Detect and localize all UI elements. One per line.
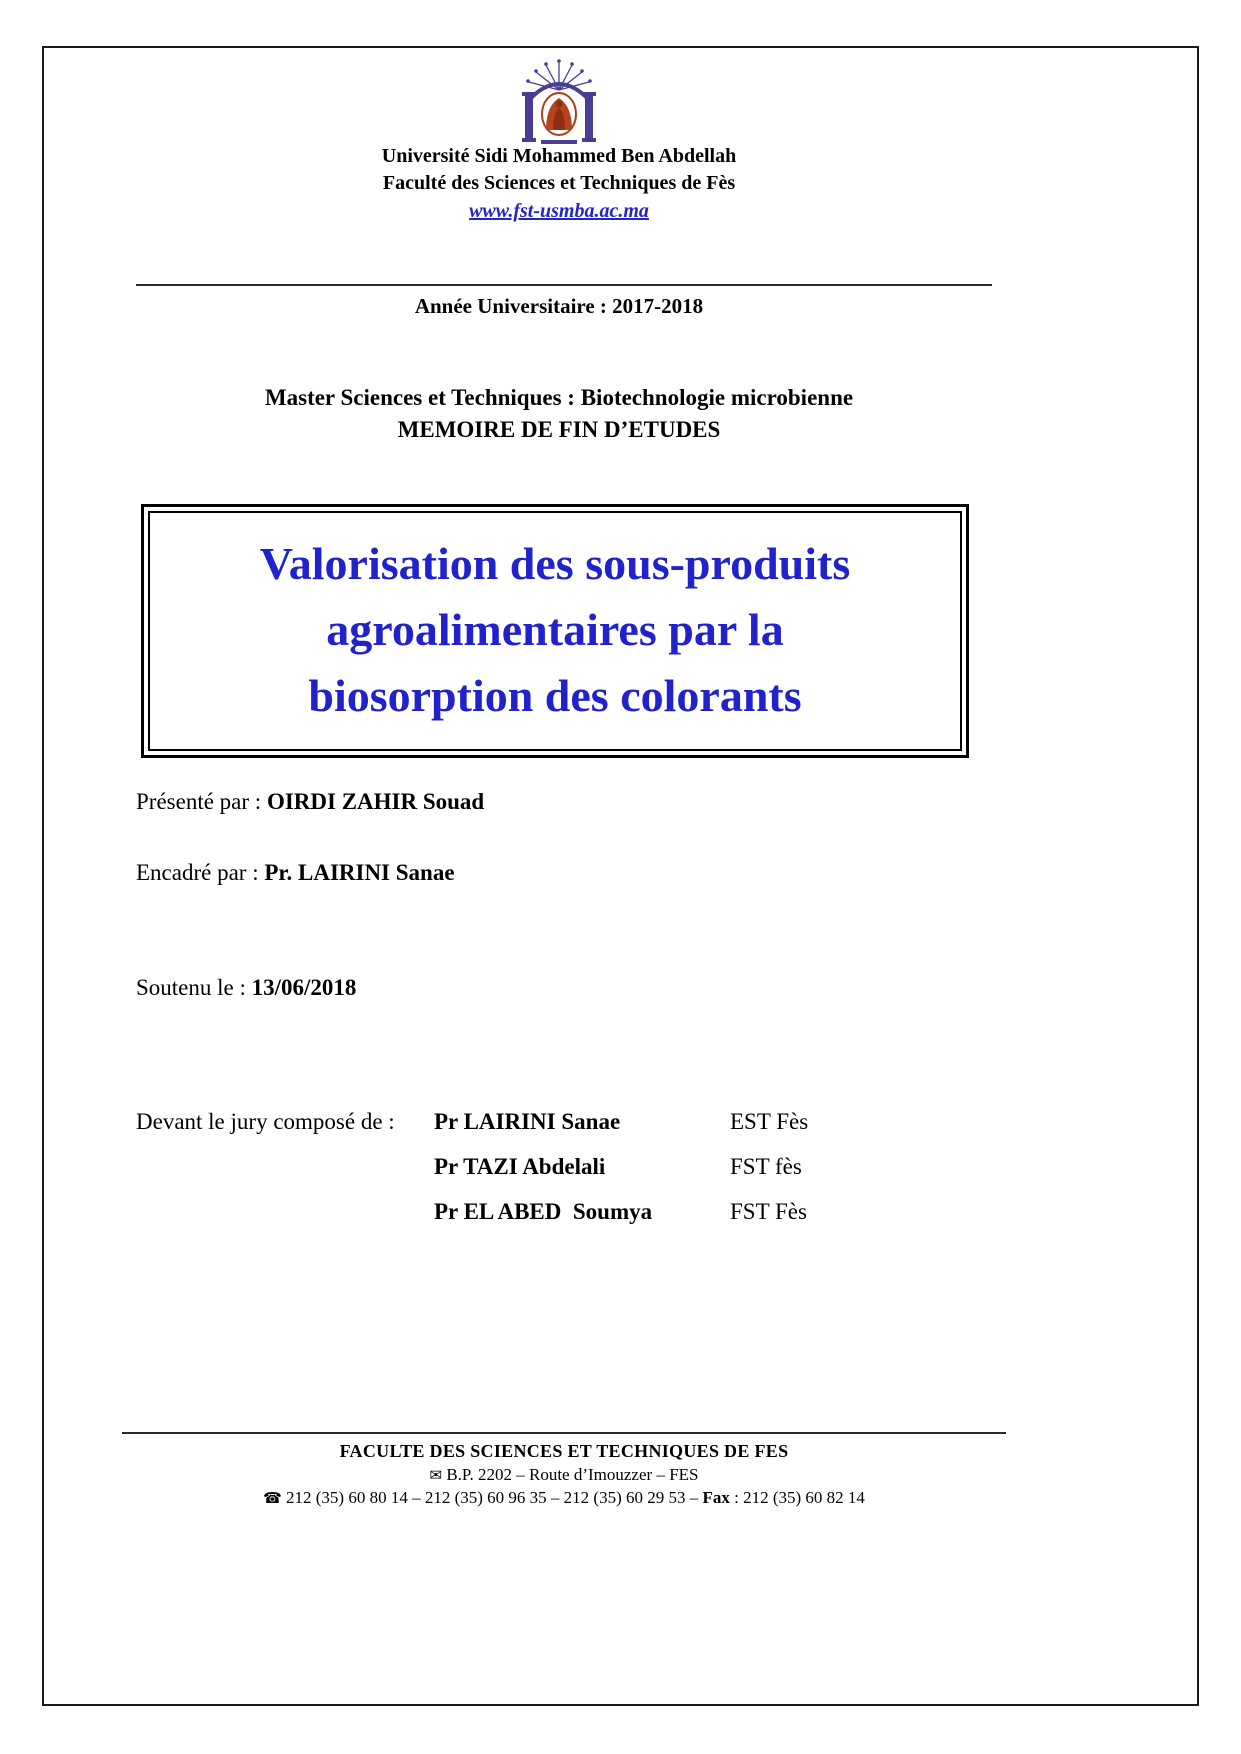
jury-row — [136, 1109, 808, 1135]
footer-phone-numbers: 212 (35) 60 80 14 – 212 (35) 60 96 35 – 212 (35) 60 29 53 – — [281, 1488, 703, 1507]
footer-fax-label: Fax — [702, 1488, 730, 1507]
faculty-name: Faculté des Sciences et Techniques de Fès — [382, 172, 736, 194]
jury-member-affiliation: EST Fès — [730, 1109, 809, 1134]
supervised-by-line — [136, 860, 455, 886]
website-line — [44, 200, 1074, 223]
mail-icon: ✉ — [429, 1466, 443, 1484]
logo-container — [44, 56, 1074, 153]
master-program: Master Sciences et Techniques : Biotechnologie microbienne — [264, 385, 854, 410]
footer-address-text: B.P. 2202 – Route d’Imouzzer – FES — [442, 1465, 699, 1484]
defense-date-value: 13/06/2018 — [251, 975, 357, 1000]
defense-date-line — [136, 975, 356, 1001]
academic-year: Année Universitaire : 2017-2018 — [414, 294, 704, 318]
jury-member-affiliation: FST Fès — [730, 1199, 807, 1224]
header-divider — [136, 284, 992, 286]
university-name: Université Sidi Mohammed Ben Abdellah — [381, 145, 737, 167]
footer-address-line — [122, 1465, 1006, 1485]
presented-by-name: OIRDI ZAHIR Souad — [266, 789, 485, 814]
footer-divider — [122, 1432, 1006, 1434]
university-logo-icon — [515, 56, 603, 148]
jury-row — [136, 1199, 808, 1225]
thesis-title-line-1: Valorisation des sous-produits — [259, 538, 851, 589]
supervised-by-label: Encadré par : — [136, 860, 265, 885]
website-link[interactable]: www.fst-usmba.ac.ma — [469, 200, 649, 222]
jury-member-affiliation: FST fès — [730, 1154, 802, 1179]
footer-fax-number: : 212 (35) 60 82 14 — [729, 1488, 865, 1507]
jury-member-name: Pr LAIRINI Sanae — [434, 1109, 621, 1134]
page-border-frame — [42, 46, 1199, 1706]
jury-section — [136, 1109, 808, 1244]
thesis-title-line-3: biosorption des colorants — [308, 670, 802, 721]
jury-label: Devant le jury composé de : — [136, 1109, 401, 1134]
jury-row — [136, 1154, 808, 1180]
presented-by-label: Présenté par : — [136, 789, 267, 814]
supervised-by-name: Pr. LAIRINI Sanae — [264, 860, 455, 885]
memoire-heading: MEMOIRE DE FIN D’ETUDES — [397, 417, 721, 442]
thesis-title-line-2: agroalimentaires par la — [326, 604, 784, 655]
title-box — [141, 504, 969, 758]
footer-phone-line — [122, 1488, 1006, 1508]
phone-icon: ☎ — [263, 1489, 282, 1507]
footer — [122, 1441, 1006, 1508]
title-box-inner — [148, 511, 962, 751]
footer-faculty-name: FACULTE DES SCIENCES ET TECHNIQUES DE FES — [339, 1441, 789, 1461]
jury-member-name: Pr EL ABED Soumya — [434, 1199, 653, 1224]
defense-date-label: Soutenu le : — [136, 975, 252, 1000]
presented-by-line — [136, 789, 484, 815]
jury-member-name: Pr TAZI Abdelali — [434, 1154, 606, 1179]
